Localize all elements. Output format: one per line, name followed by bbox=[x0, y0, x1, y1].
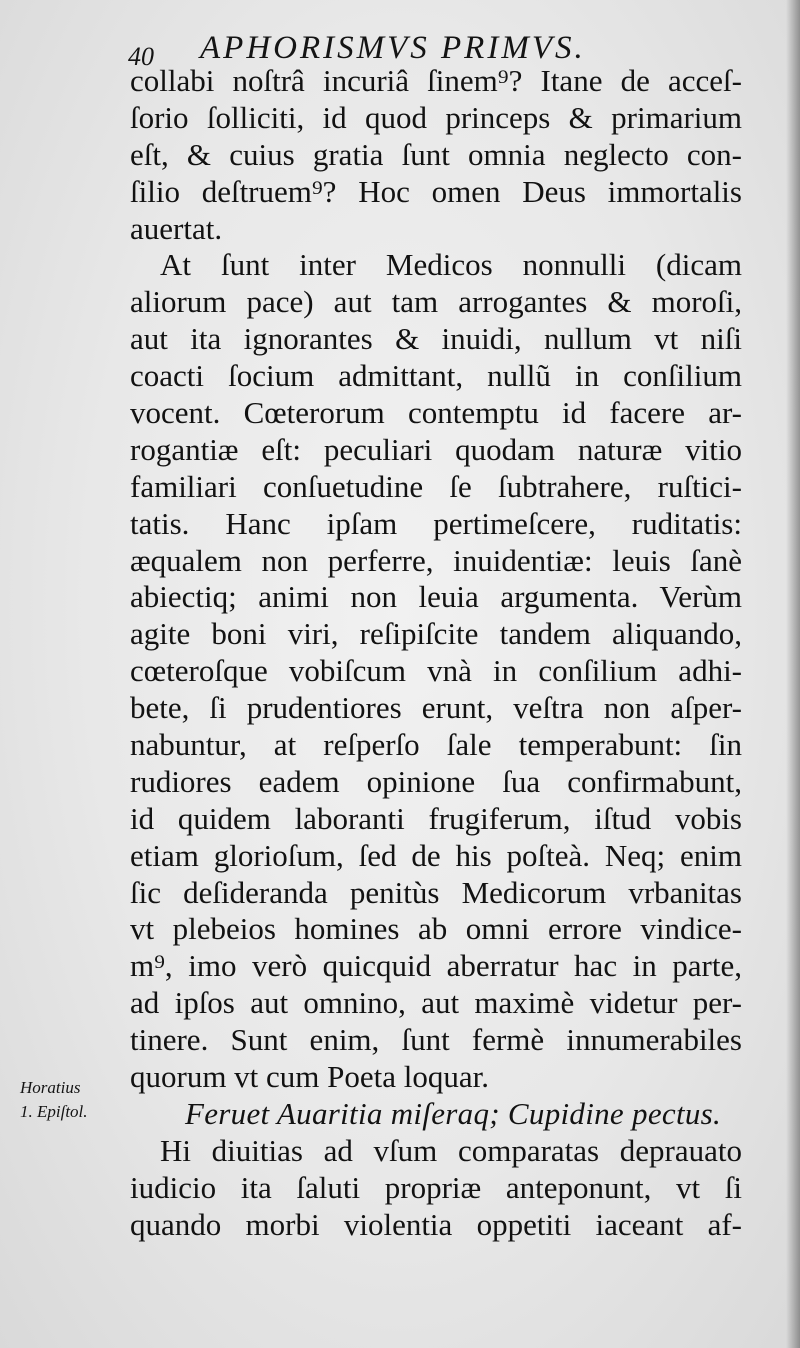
text-line: etiam glorioſum, ſed de his poſteà. Neq; enim bbox=[130, 837, 742, 873]
text-line: vocent. Cœterorum contemptu id facere ar- bbox=[130, 395, 742, 431]
marginal-note-work: 1. Epiſtol. bbox=[20, 1102, 88, 1121]
text-line: cœteroſque vobiſcum vnà in conſilium adhi- bbox=[130, 653, 742, 689]
text-line: ad ipſos aut omnino, aut maximè videtur per- bbox=[130, 985, 742, 1021]
page-edge-shadow bbox=[786, 0, 800, 1348]
text-line: æqualem non perferre, inuidentiæ: leuis ſanè bbox=[130, 542, 742, 578]
text-line: ſorio ſolliciti, id quod princeps & primarium bbox=[130, 99, 742, 135]
text-line: Feruet Auaritia miſeraq; Cupidine pectus. bbox=[185, 1095, 722, 1131]
text-line: id quidem laboranti frugiferum, iſtud vobis bbox=[130, 800, 742, 836]
text-line: agite boni viri, reſipiſcite tandem aliquando, bbox=[130, 616, 742, 652]
text-line: quorum vt cum Poeta loquar. bbox=[130, 1059, 490, 1095]
text-line: ſic deſideranda penitùs Medicorum vrbanitas bbox=[130, 874, 742, 910]
text-line: nabuntur, at reſperſo ſale temperabunt: ſin bbox=[130, 727, 742, 763]
text-line: coacti ſocium admittant, nullũ in conſilium bbox=[130, 358, 742, 394]
text-line: ſilio deſtruem⁹? Hoc omen Deus immortalis bbox=[130, 173, 742, 209]
text-line: rogantiæ eſt: peculiari quodam naturæ vitio bbox=[130, 431, 742, 467]
text-line: Hi diuitias ad vſum comparatas deprauato bbox=[160, 1132, 742, 1168]
text-line: vt plebeios homines ab omni errore vindice- bbox=[130, 911, 742, 947]
page-number: 40 bbox=[128, 42, 154, 71]
body-text bbox=[130, 63, 742, 1244]
marginal-note bbox=[20, 1076, 130, 1124]
text-line: aut ita ignorantes & inuidi, nullum vt niſi bbox=[130, 321, 742, 357]
marginal-note-author: Horatius bbox=[20, 1078, 81, 1097]
text-line: aliorum pace) aut tam arrogantes & moroſi, bbox=[130, 284, 742, 320]
text-line: tinere. Sunt enim, ſunt fermè innumerabiles bbox=[130, 1022, 742, 1058]
text-line: collabi noſtrâ incuriâ ſinem⁹? Itane de acceſ- bbox=[130, 63, 742, 98]
text-line: tatis. Hanc ipſam pertimeſcere, ruditatis: bbox=[130, 505, 742, 541]
text-line: iudicio ita ſaluti propriæ anteponunt, vt ſi bbox=[130, 1169, 742, 1205]
text-line: quando morbi violentia oppetiti iaceant af- bbox=[130, 1206, 742, 1242]
running-title: APHORISMVS PRIMVS. bbox=[200, 30, 586, 66]
text-line: bete, ſi prudentiores erunt, veſtra non aſper- bbox=[130, 690, 742, 726]
text-line: abiectiq; animi non leuia argumenta. Verùm bbox=[130, 579, 742, 615]
text-line: rudiores eadem opinione ſua confirmabunt, bbox=[130, 763, 742, 799]
text-line: auertat. bbox=[130, 210, 223, 246]
text-line: familiari conſuetudine ſe ſubtrahere, ruſtici- bbox=[130, 468, 742, 504]
text-line: eſt, & cuius gratia ſunt omnia neglecto con- bbox=[130, 136, 742, 172]
text-line: m⁹, imo verò quicquid aberratur hac in parte, bbox=[130, 948, 742, 984]
text-line: At ſunt inter Medicos nonnulli (dicam bbox=[160, 247, 742, 283]
